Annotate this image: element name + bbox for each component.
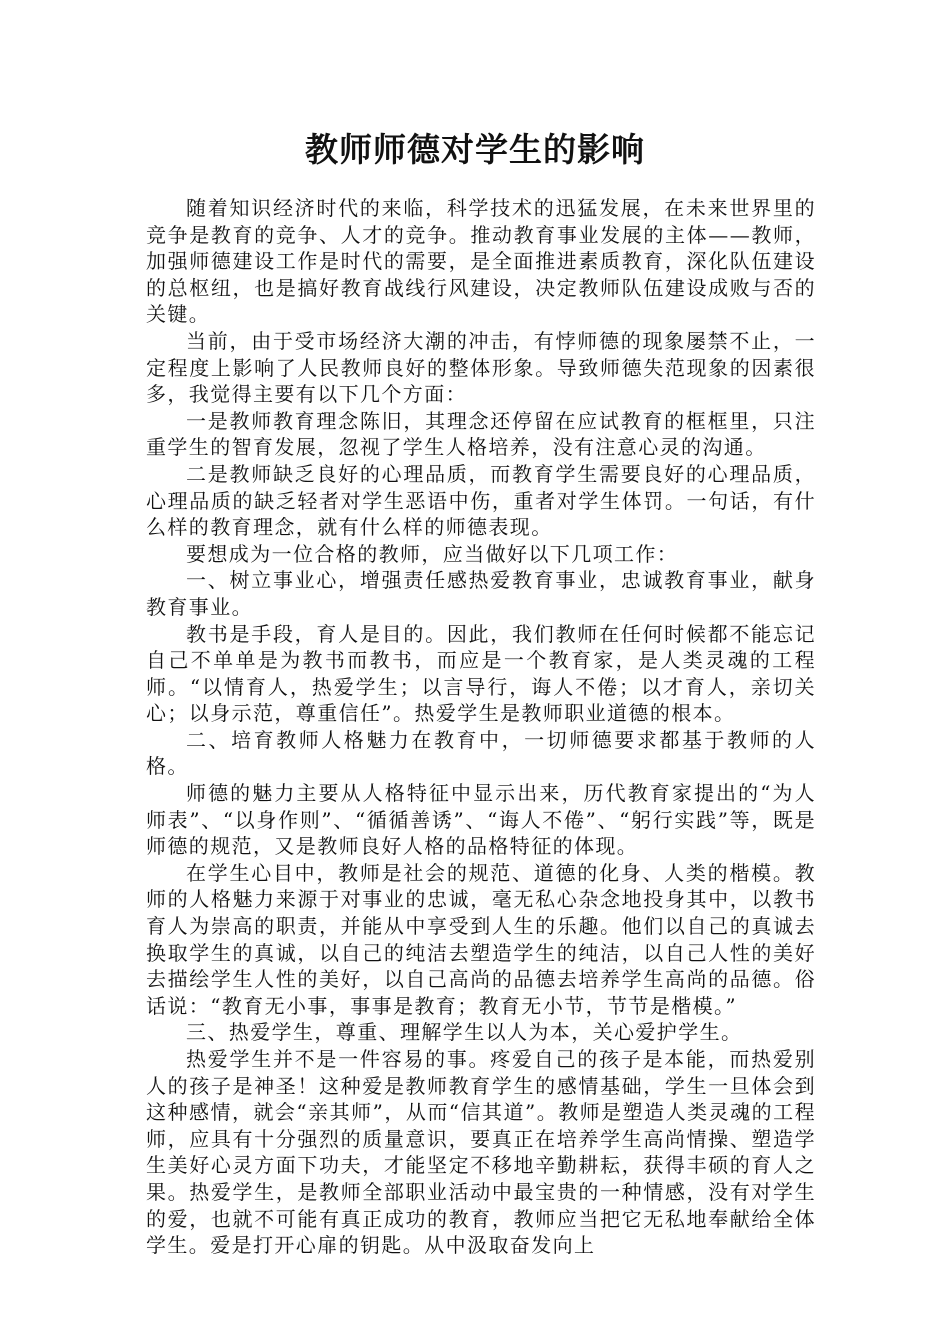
document-body [146,195,816,1259]
document-title: 教师师德对学生的影响 [305,130,645,169]
section-heading: 一、树立事业心，增强责任感热爱教育事业，忠诚教育事业，献身教育事业。 [146,568,816,619]
paragraph: 师德的魅力主要从人格特征中显示出来，历代教育家提出的“为人师表”、“以身作则”、“循循善诱”、“诲人不倦”、“躬行实践”等，既是师德的规范，又是教师良好人格的品格特征的体现。 [146,781,816,859]
paragraph: 热爱学生并不是一件容易的事。疼爱自己的孩子是本能，而热爱别人的孩子是神圣！这种爱是教师教育学生的感情基础，学生一旦体会到这种感情，就会“亲其师”，从而“信其道”。教师是塑造人类灵魂的工程师，应具有十分强烈的质量意识，要真正在培养学生高尚情操、塑造学生美好心灵方面下功夫，才能坚定不移地辛勤耕耘，获得丰硕的育人之果。热爱学生，是教师全部职业活动中最宝贵的一种情感，没有对学生的爱，也就不可能有真正成功的教育，教师应当把它无私地奉献给全体学生。爱是打开心扉的钥匙。从中汲取奋发向上 [146,1047,816,1258]
paragraph: 教书是手段，育人是目的。因此，我们教师在任何时候都不能忘记自己不单单是为教书而教书，而应是一个教育家，是人类灵魂的工程师。“以情育人，热爱学生；以言导行，诲人不倦；以才育人，亲切关心；以身示范，尊重信任”。热爱学生是教师职业道德的根本。 [146,621,816,726]
paragraph: 当前，由于受市场经济大潮的冲击，有悖师德的现象屡禁不止，一定程度上影响了人民教师良好的整体形象。导致师德失范现象的因素很多，我觉得主要有以下几个方面： [146,328,816,407]
paragraph: 要想成为一位合格的教师，应当做好以下几项工作： [186,541,679,566]
section-heading: 三、热爱学生，尊重、理解学生以人为本，关心爱护学生。 [186,1020,743,1045]
paragraph: 一是教师教育理念陈旧，其理念还停留在应试教育的框框里，只注重学生的智育发展，忽视了学生人格培养，没有注意心灵的沟通。 [146,408,816,460]
paragraph: 随着知识经济时代的来临，科学技术的迅猛发展，在未来世界里的竞争是教育的竞争、人才的竞争。推动教育事业发展的主体——教师，加强师德建设工作是时代的需要，是全面推进素质教育，深化队伍建设的总枢纽，也是搞好教育战线行风建设，决定教师队伍建设成败与否的关键。 [146,196,816,327]
paragraph: 在学生心目中，教师是社会的规范、道德的化身、人类的楷模。教师的人格魅力来源于对事业的忠诚，毫无私心杂念地投身其中，以教书育人为崇高的职责，并能从中享受到人生的乐趣。他们以自己的真诚去换取学生的真诚，以自己的纯洁去塑造学生的纯洁，以自己人性的美好去描绘学生人性的美好，以自己高尚的品德去培养学生高尚的品德。俗话说：“教育无小事，事事是教育；教育无小节，节节是楷模。” [146,860,816,1018]
section-heading: 二、培育教师人格魅力在教育中，一切师德要求都基于教师的人格。 [146,727,816,779]
paragraph: 二是教师缺乏良好的心理品质，而教育学生需要良好的心理品质，心理品质的缺乏轻者对学生恶语中伤，重者对学生体罚。一句话，有什么样的教育理念，就有什么样的师德表现。 [146,461,816,540]
